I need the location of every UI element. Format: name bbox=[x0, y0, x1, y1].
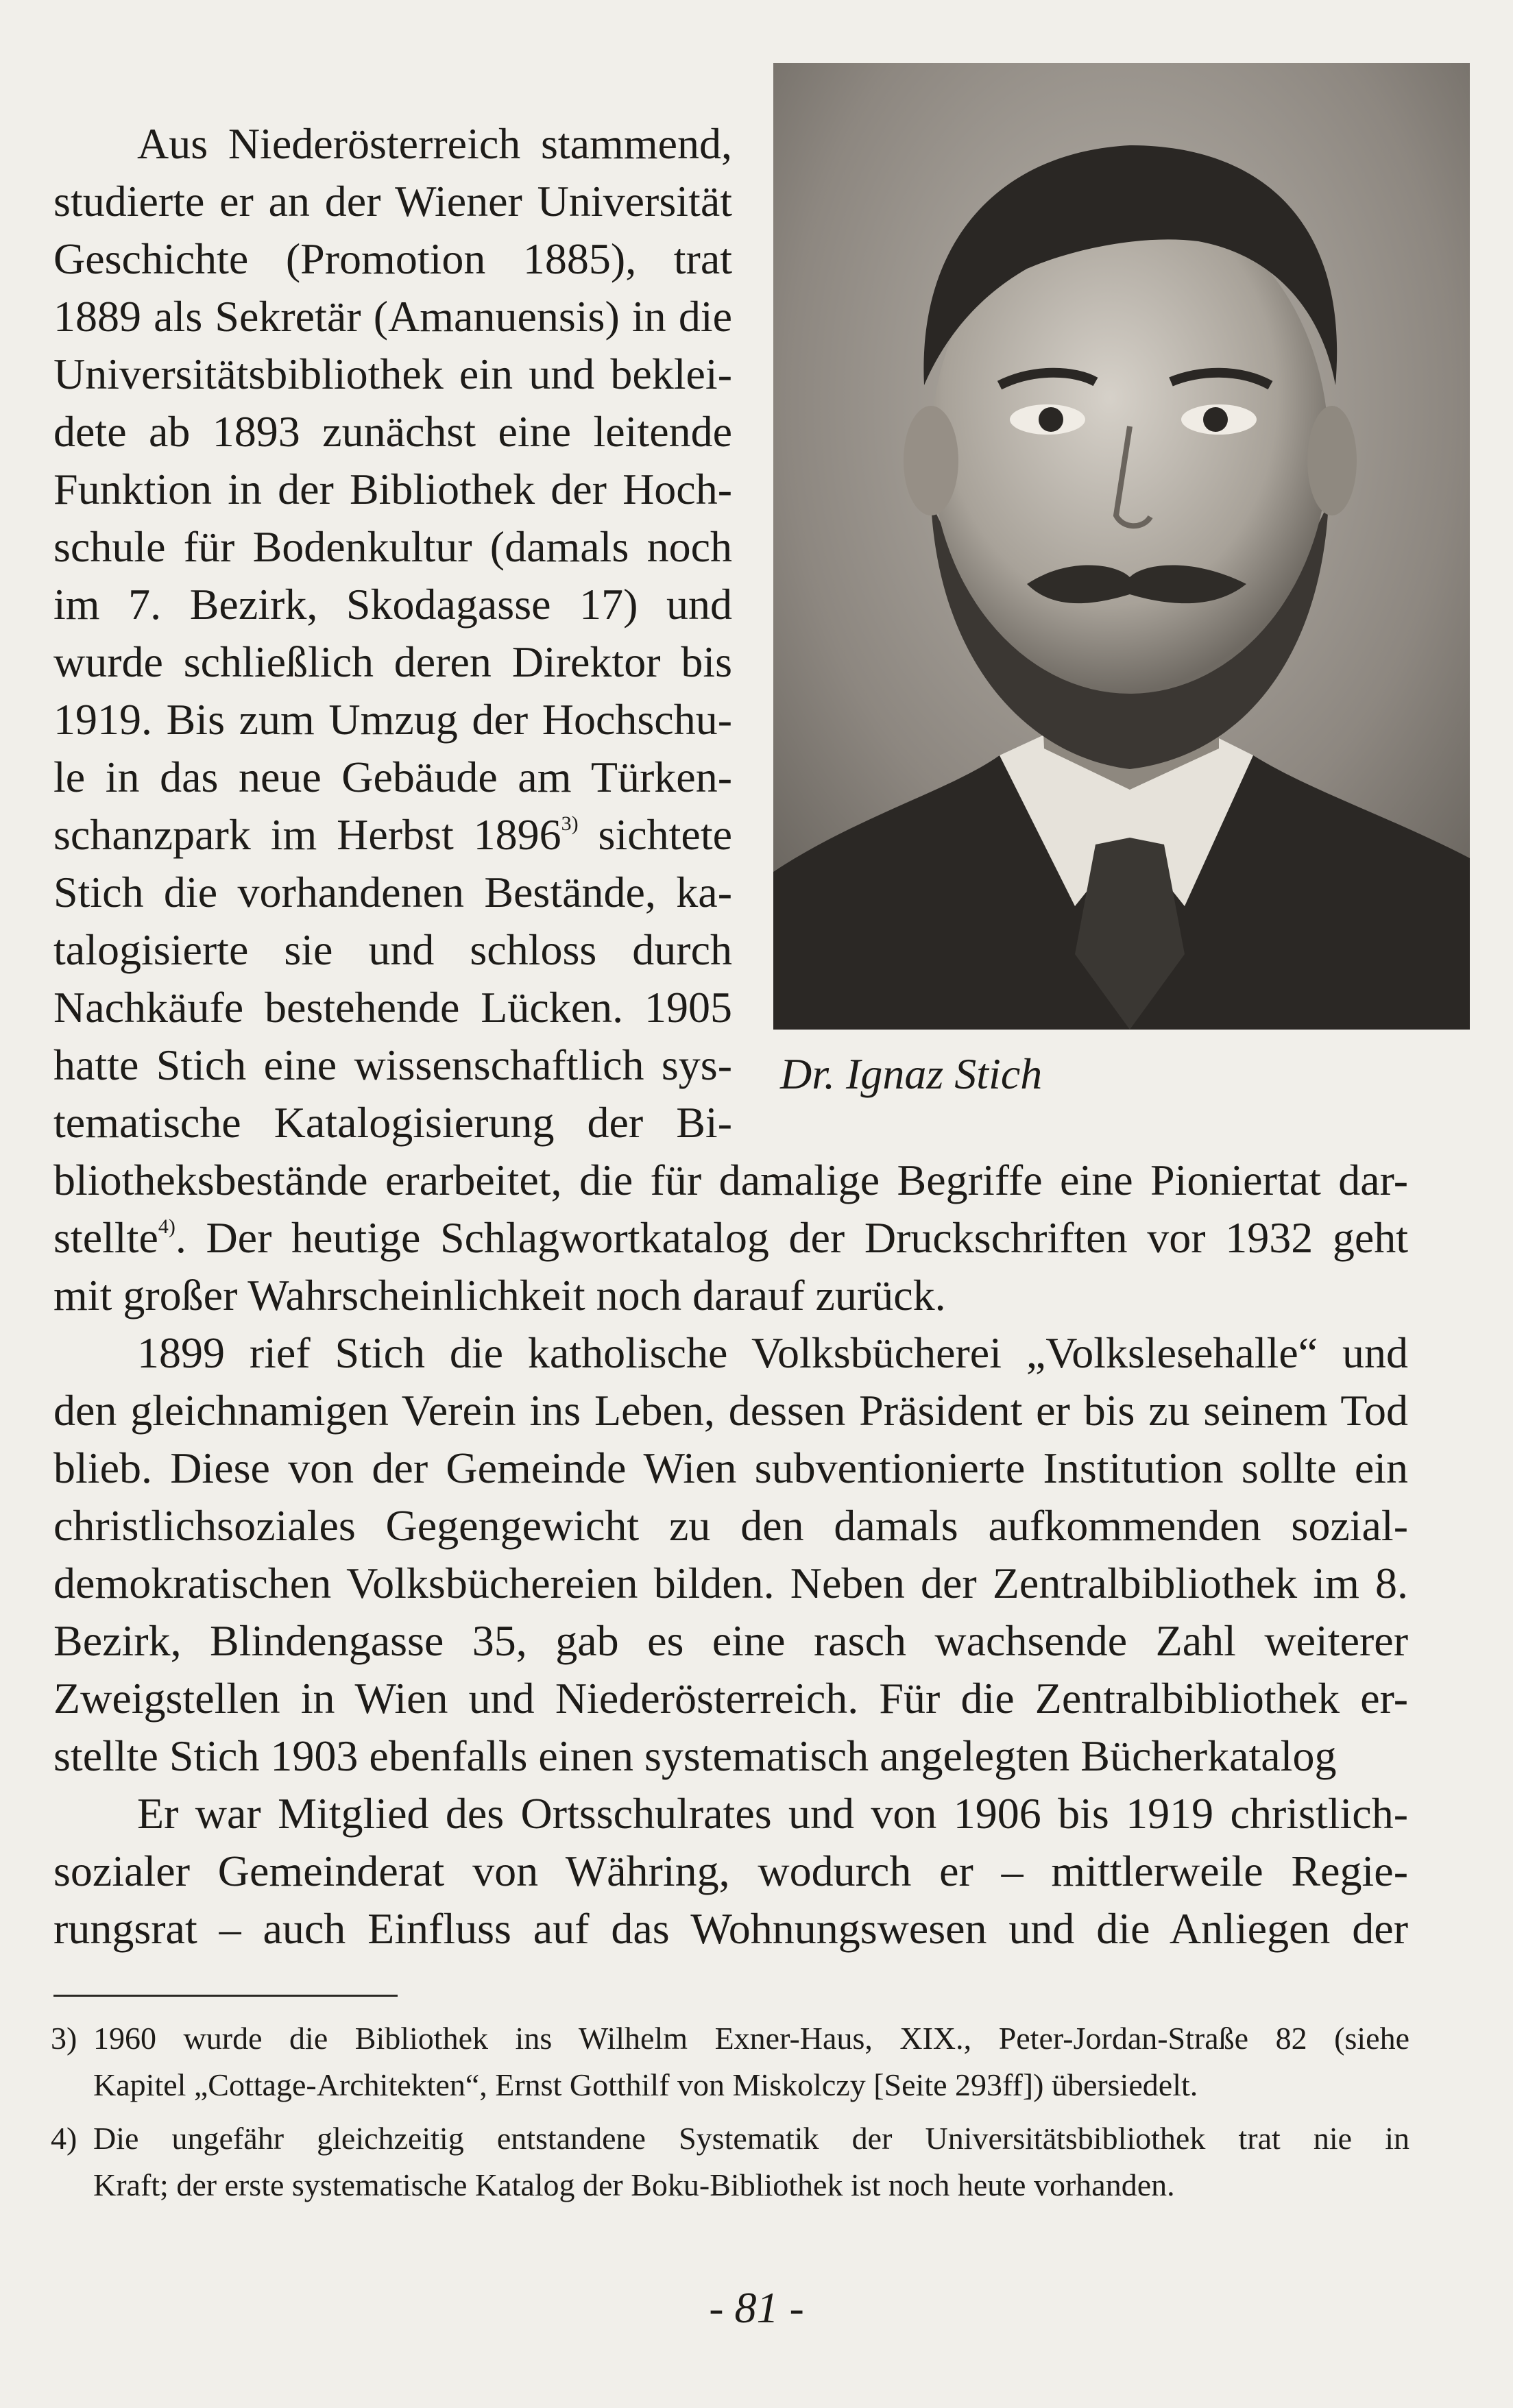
paragraph-2 bbox=[53, 1324, 1408, 1785]
footnote-line: Kraft; der erste systematische Katalog der Boku-Bibliothek ist noch heute vorhanden. bbox=[93, 2167, 1175, 2202]
text-line: sozialer Gemeinderat von Währing, wodurch er – mittlerweile Regie- bbox=[53, 1847, 1408, 1895]
footnote-ref-3: 3) bbox=[561, 812, 579, 835]
paragraph-3 bbox=[53, 1785, 1408, 1958]
text-line: wurde schließlich deren Direktor bis bbox=[53, 637, 732, 686]
text-line: schule für Bodenkultur (damals noch bbox=[53, 522, 732, 571]
footnotes bbox=[51, 2015, 1409, 2215]
text-segment: schanzpark im Herbst 1896 bbox=[53, 810, 561, 859]
text-line: talogisierte sie und schloss durch bbox=[53, 925, 732, 974]
photo-caption: Dr. Ignaz Stich bbox=[780, 1049, 1043, 1098]
text-segment: stellte bbox=[53, 1213, 158, 1262]
text-line: Zweigstellen in Wien und Niederösterreich. Für die Zentralbibliothek er- bbox=[53, 1674, 1408, 1723]
footnote-4 bbox=[51, 2115, 1409, 2209]
text-line: mit großer Wahrscheinlichkeit noch darauf zurück. bbox=[53, 1271, 946, 1319]
text-line: blieb. Diese von der Gemeinde Wien subventionierte Institution sollte ein bbox=[53, 1444, 1408, 1492]
text-line: tematische Katalogisierung der Bi- bbox=[53, 1098, 732, 1147]
portrait-illustration bbox=[773, 63, 1470, 1030]
text-line: le in das neue Gebäude am Türken- bbox=[53, 753, 732, 801]
text-line: 1889 als Sekretär (Amanuensis) in die bbox=[53, 292, 732, 341]
footnote-ref-4: 4) bbox=[158, 1215, 175, 1238]
text-line: demokratischen Volksbüchereien bilden. Neben der Zentralbibliothek im 8. bbox=[53, 1559, 1408, 1607]
text-line: studierte er an der Wiener Universität bbox=[53, 177, 732, 226]
portrait-photo bbox=[773, 63, 1470, 1030]
paragraph-1-full bbox=[53, 1152, 1408, 1324]
text-line: Stich die vorhandenen Bestände, ka- bbox=[53, 868, 732, 916]
page-number: - 81 - bbox=[709, 2283, 804, 2332]
footnote-3 bbox=[51, 2015, 1409, 2108]
text-line: Universitätsbibliothek ein und beklei- bbox=[53, 350, 732, 398]
text-line: Bezirk, Blindengasse 35, gab es eine rasch wachsende Zahl weiterer bbox=[53, 1616, 1408, 1665]
text-line: Er war Mitglied des Ortsschulrates und von 1906 bis 1919 christlich- bbox=[137, 1789, 1408, 1838]
text-line: 1899 rief Stich die katholische Volksbücherei „Volkslesehalle“ und bbox=[137, 1328, 1408, 1377]
text-line: Funktion in der Bibliothek der Hoch- bbox=[53, 465, 732, 513]
footnote-divider bbox=[53, 1995, 398, 1997]
footnote-number: 4) bbox=[51, 2121, 77, 2156]
text-line: christlichsoziales Gegengewicht zu den damals aufkommenden sozial- bbox=[53, 1501, 1408, 1550]
text-line: 1919. Bis zum Umzug der Hochschu- bbox=[53, 695, 732, 744]
text-line: Geschichte (Promotion 1885), trat bbox=[53, 234, 732, 283]
text-line: stellte Stich 1903 ebenfalls einen systematisch angelegten Bücherkatalog bbox=[53, 1731, 1337, 1780]
text-line: dete ab 1893 zunächst eine leitende bbox=[53, 407, 732, 456]
footnote-line: Kapitel „Cottage-Architekten“, Ernst Gotthilf von Miskolczy [Seite 293ff]) übersiedelt. bbox=[93, 2067, 1198, 2102]
text-line: Aus Niederösterreich stammend, bbox=[137, 119, 732, 168]
text-line: rungsrat – auch Einfluss auf das Wohnungswesen und die Anliegen der bbox=[53, 1904, 1408, 1953]
footnote-number: 3) bbox=[51, 2021, 77, 2056]
text-line: im 7. Bezirk, Skodagasse 17) und bbox=[53, 580, 732, 629]
text-line: bliotheksbestände erarbeitet, die für damalige Begriffe eine Pioniertat dar- bbox=[53, 1156, 1408, 1204]
text-line-with-footnote bbox=[53, 1209, 1408, 1267]
text-line-with-footnote bbox=[53, 806, 732, 864]
text-segment: sichtete bbox=[578, 810, 732, 859]
text-line: Nachkäufe bestehende Lücken. 1905 bbox=[53, 983, 732, 1032]
text-line: hatte Stich eine wissenschaftlich sys- bbox=[53, 1041, 732, 1089]
text-segment: . Der heutige Schlagwortkatalog der Druckschriften vor 1932 geht bbox=[175, 1213, 1408, 1262]
footnote-line: Die ungefähr gleichzeitig entstandene Systematik der Universitätsbibliothek trat nie in bbox=[93, 2121, 1409, 2156]
footnote-line: 1960 wurde die Bibliothek ins Wilhelm Exner-Haus, XIX., Peter-Jordan-Straße 82 (siehe bbox=[93, 2021, 1409, 2056]
text-line: den gleichnamigen Verein ins Leben, dessen Präsident er bis zu seinem Tod bbox=[53, 1386, 1408, 1435]
paragraph-1-wrapped bbox=[53, 115, 732, 1152]
